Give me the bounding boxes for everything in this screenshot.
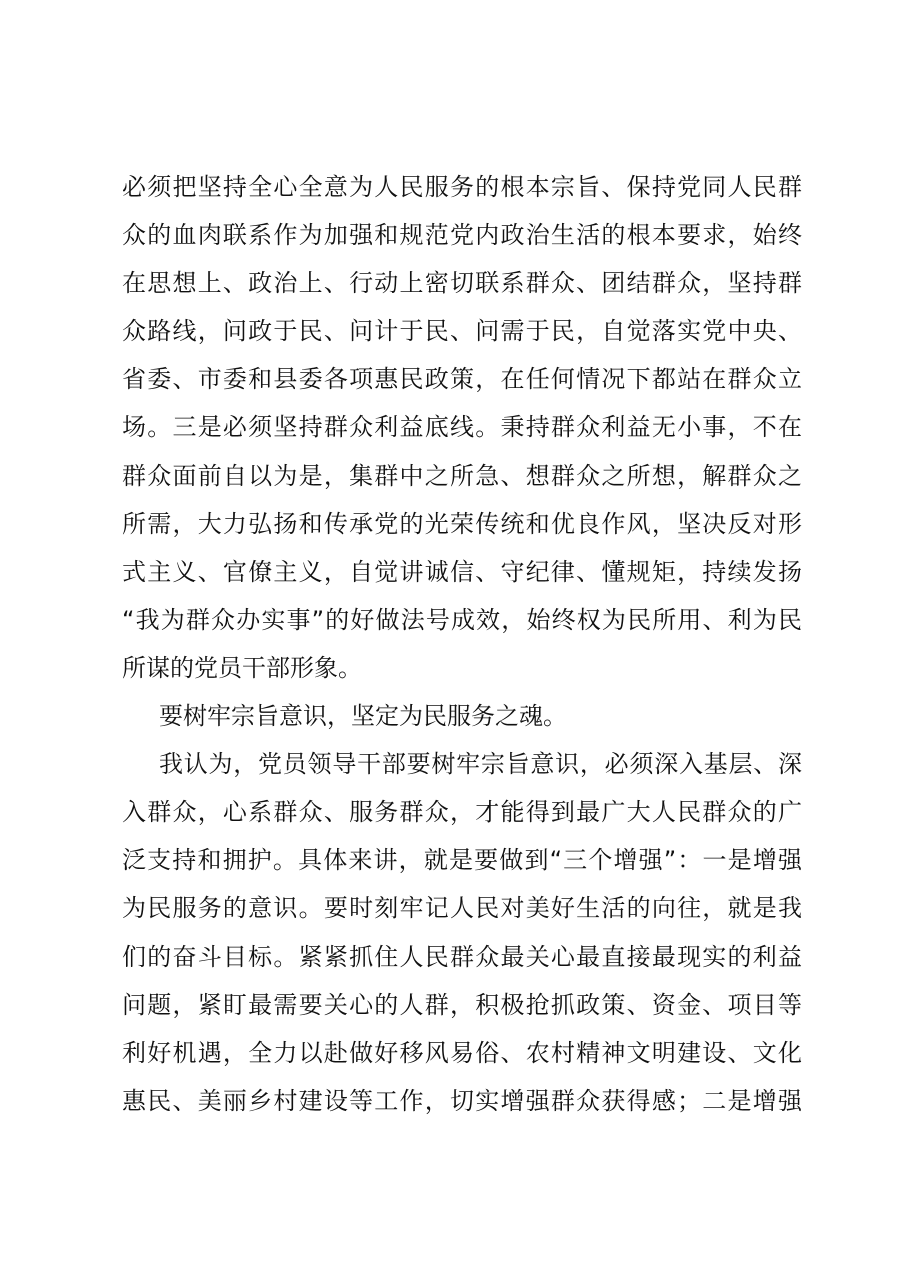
text-line: 利好机遇，全力以赴做好移风易俗、农村精神文明建设、文化 (122, 1038, 802, 1067)
text-line: 群众面前自以为是，集群中之所急、想群众之所想，解群众之 (122, 461, 802, 490)
text-line: “我为群众办实事”的好做法号成效，始终权为民所用、利为民 (122, 605, 802, 634)
text-line: 式主义、官僚主义，自觉讲诚信、守纪律、懂规矩，持续发扬 (122, 557, 802, 586)
text-line: 泛支持和拥护。具体来讲，就是要做到“三个增强”：一是增强 (122, 846, 802, 875)
text-line: 惠民、美丽乡村建设等工作，切实增强群众获得感；二是增强 (122, 1086, 802, 1115)
text-line: 省委、市委和县委各项惠民政策，在任何情况下都站在群众立 (122, 365, 802, 394)
text-line: 为民服务的意识。要时刻牢记人民对美好生活的向往，就是我 (122, 894, 802, 923)
text-line: 入群众，心系群众、服务群众，才能得到最广大人民群众的广 (122, 798, 802, 827)
text-line: 必须把坚持全心全意为人民服务的根本宗旨、保持党同人民群 (122, 173, 802, 201)
text-line: 问题，紧盯最需要关心的人群，积极抢抓政策、资金、项目等 (122, 990, 802, 1019)
text-line: 们的奋斗目标。紧紧抓住人民群众最关心最直接最现实的利益 (122, 942, 802, 971)
document-body (122, 163, 802, 1125)
text-line: 所需，大力弘扬和传承党的光荣传统和优良作风，坚决反对形 (122, 509, 802, 538)
text-line: 场。三是必须坚持群众利益底线。秉持群众利益无小事，不在 (122, 413, 802, 442)
text-line: 众的血肉联系作为加强和规范党内政治生活的根本要求，始终 (122, 221, 802, 250)
text-line: 在思想上、政治上、行动上密切联系群众、团结群众，坚持群 (122, 269, 802, 298)
text-line: 众路线，问政于民、问计于民、问需于民，自觉落实党中央、 (122, 317, 802, 346)
text-line: 我认为，党员领导干部要树牢宗旨意识，必须深入基层、深 (159, 750, 802, 779)
section-heading: 要树牢宗旨意识，坚定为民服务之魂。 (159, 702, 567, 731)
text-line: 所谋的党员干部形象。 (122, 653, 362, 682)
